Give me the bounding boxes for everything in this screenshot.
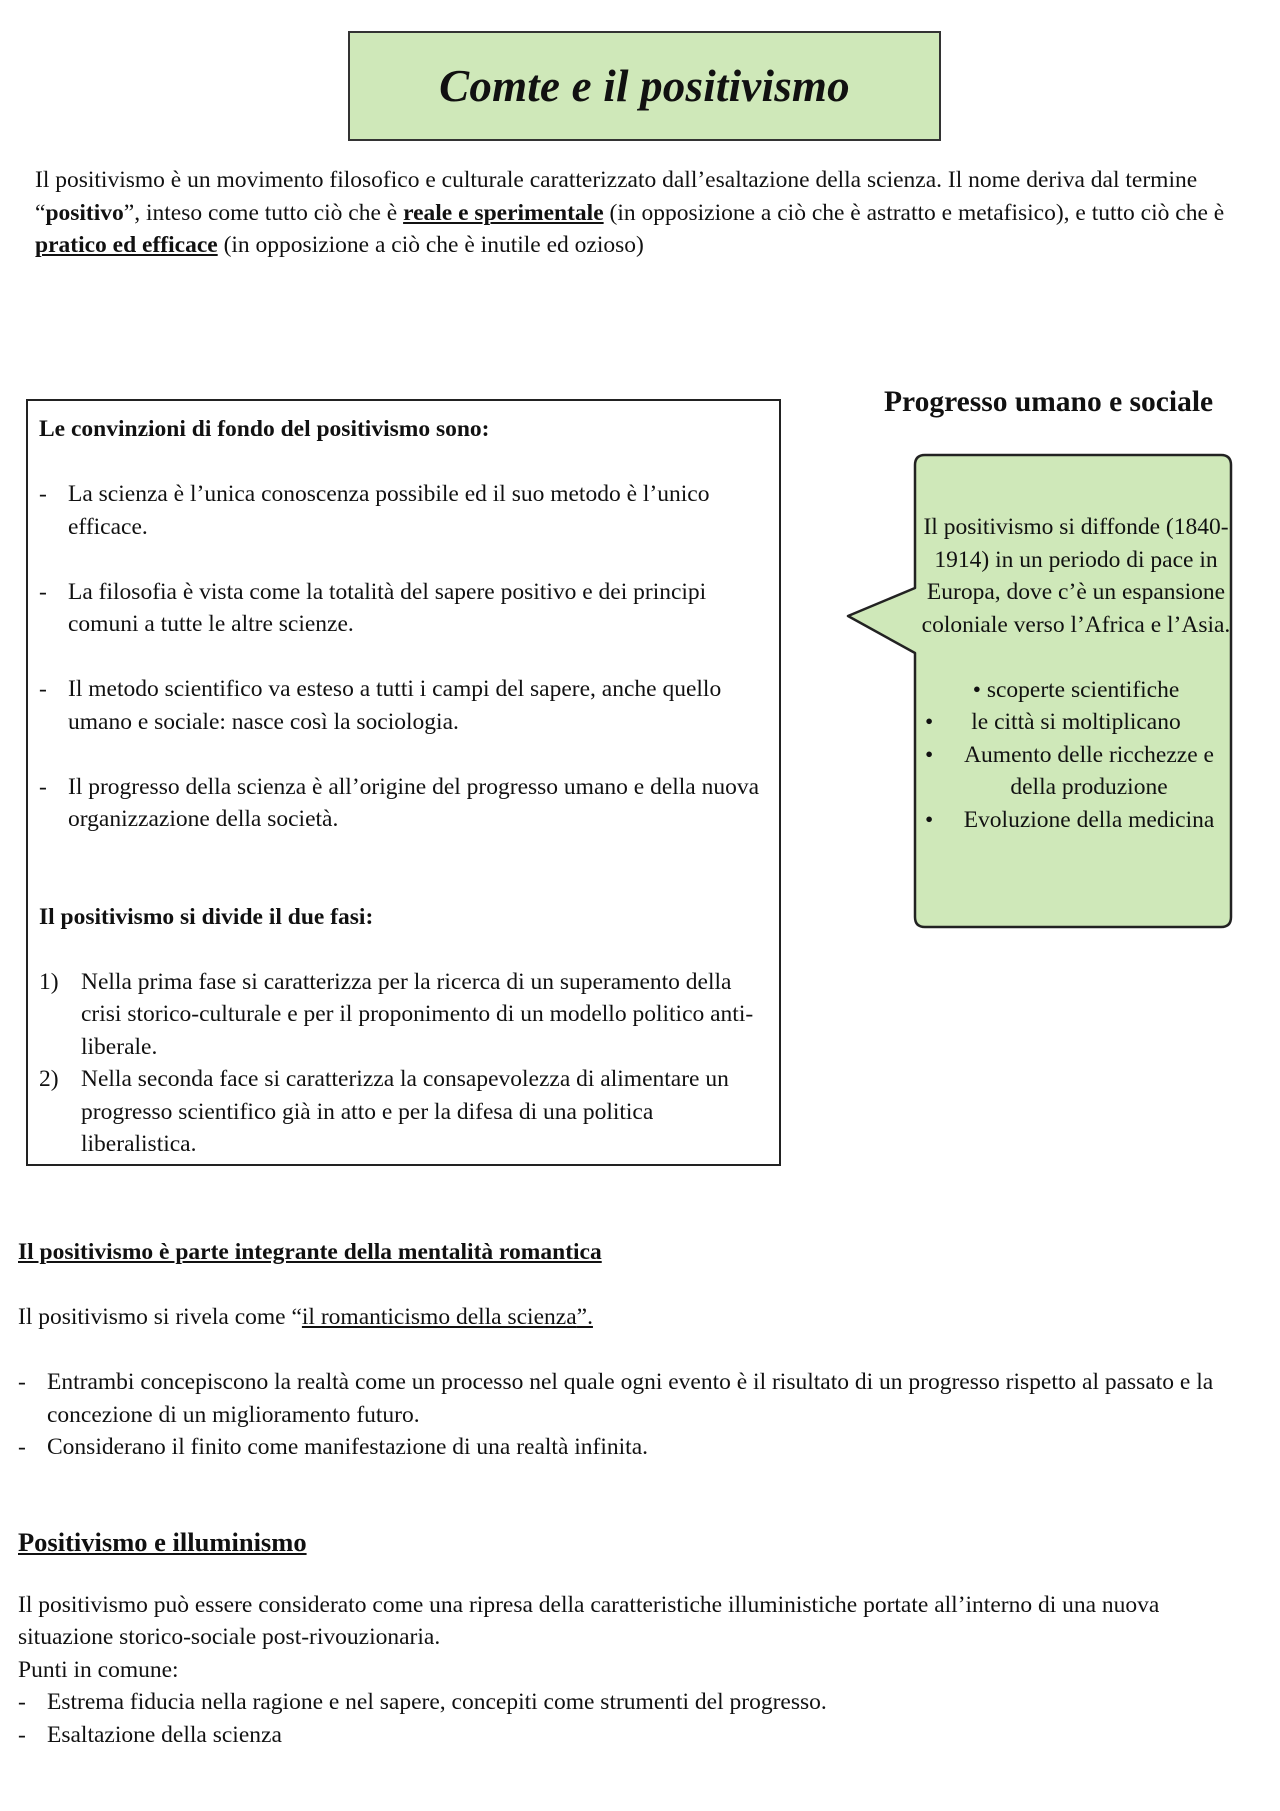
list-item (18, 1719, 1253, 1752)
speech-bubble (840, 451, 1240, 931)
bubble-text (917, 511, 1235, 836)
bullet-marker: • (925, 709, 934, 735)
bullet-marker: • (925, 741, 934, 768)
list-item-text: Esaltazione della scienza (47, 1721, 282, 1748)
number-marker: 1) (39, 968, 59, 995)
convinzioni-heading: Le convinzioni di fondo del positivismo sono: (39, 416, 490, 442)
list-item-text: Nella seconda face si caratterizza la consapevolezza di alimentare un progresso scientifico già in atto e per la difesa di una politica liberalistica. (81, 1066, 729, 1157)
list-item (18, 1686, 1253, 1719)
list-item (18, 1366, 1253, 1431)
intro-positivo: positivo (45, 199, 124, 226)
bullet-marker: • (925, 806, 934, 833)
illuminismo-paragraph: Il positivismo può essere considerato come una ripresa della caratteristiche illuministiche portate all’interno di una nuova situazione storico-sociale post-rivouzionaria. (18, 1591, 1160, 1650)
romantica-line-end: ”. (576, 1304, 593, 1330)
list-item (39, 1063, 769, 1161)
romantica-line-text: Il positivismo si rivela come “ (18, 1304, 302, 1330)
bubble-list-item (917, 739, 1235, 804)
list-item (39, 576, 769, 641)
list-item (39, 673, 769, 738)
dash-marker: - (39, 481, 47, 507)
convinzioni-box (26, 399, 781, 1166)
bubble-list (917, 674, 1235, 837)
punti-label: Punti in comune: (18, 1656, 179, 1683)
intro-text-1: Il positivismo è un movimento filosofico e culturale caratterizzato dall’esaltazione della scienza. Il nome deriva dal termine “ (35, 167, 1198, 226)
bubble-list-text: Evoluzione della medicina (963, 806, 1215, 833)
dash-marker: - (18, 1434, 26, 1460)
bubble-list-item (917, 674, 1235, 707)
intro-reale: reale e sperimentale (403, 199, 604, 226)
bubble-list-item (917, 804, 1235, 837)
fasi-heading: Il positivismo si divide il due fasi: (39, 903, 374, 930)
dash-marker: - (18, 1721, 26, 1748)
bubble-paragraph: Il positivismo si diffonde (1840-1914) in un periodo di pace in Europa, dove c’è un espansione coloniale verso l’Africa e l’Asia. (921, 514, 1231, 638)
list-item-text: Entrambi concepiscono la realtà come un processo nel quale ogni evento è il risultato di un progresso rispetto al passato e la concezione di un miglioramento futuro. (47, 1369, 1214, 1428)
bubble-list-item (917, 706, 1235, 739)
list-item (18, 1431, 1253, 1464)
list-item-text: Considerano il finito come manifestazione di una realtà infinita. (47, 1434, 649, 1460)
illuminismo-section (18, 1526, 1253, 1751)
intro-text-3: (in opposizione a ciò che è astratto e metafisico), e tutto ciò che è (603, 199, 1225, 226)
list-item-text: La filosofia è vista come la totalità del sapere positivo e dei principi comuni a tutte le altre scienze. (68, 578, 707, 637)
list-item-text: Estrema fiducia nella ragione e nel sapere, concepiti come strumenti del progresso. (47, 1689, 827, 1715)
illuminismo-heading: Positivismo e illuminismo (18, 1527, 307, 1557)
list-item-text: La scienza è l’unica conoscenza possibile ed il suo metodo è l’unico efficace. (68, 481, 710, 540)
intro-text-4: (in opposizione a ciò che è inutile ed ozioso) (217, 232, 644, 258)
list-item (39, 966, 769, 1064)
bubble-list-text: le città si moltiplicano (971, 709, 1181, 735)
intro-pratico: pratico ed efficace (35, 232, 218, 258)
page-title: Comte e il positivismo (439, 61, 850, 111)
dash-marker: - (39, 578, 47, 605)
dash-marker: - (39, 773, 47, 800)
list-item (39, 771, 769, 836)
dash-marker: - (39, 676, 47, 702)
dash-marker: - (18, 1689, 26, 1715)
intro-paragraph (35, 164, 1250, 262)
list-item-text: Nella prima fase si caratterizza per la ricerca di un superamento della crisi storico-culturale e per il proponimento di un modello politico anti-liberale. (81, 968, 754, 1060)
number-marker: 2) (39, 1066, 59, 1092)
dash-marker: - (18, 1369, 26, 1395)
title-box (348, 31, 941, 141)
intro-text-2: ”, inteso come tutto ciò che è (123, 199, 404, 226)
list-item-text: Il metodo scientifico va esteso a tutti i campi del sapere, anche quello umano e sociale: nasce così la sociologia. (68, 676, 722, 735)
list-item-text: Il progresso della scienza è all’origine del progresso umano e della nuova organizzazione della società. (68, 773, 760, 832)
romantica-line-underlined: il romanticismo della scienza (301, 1304, 577, 1330)
bubble-list-text: Aumento delle ricchezze e della produzione (964, 741, 1214, 800)
romantica-section (18, 1236, 1253, 1464)
bullet-marker: • (972, 676, 981, 703)
bubble-list-text: scoperte scientifiche (986, 676, 1180, 703)
side-title: Progresso umano e sociale (884, 386, 1214, 418)
romantica-heading: Il positivismo è parte integrante della mentalità romantica (18, 1239, 602, 1265)
romantica-line (18, 1301, 1253, 1334)
list-item (39, 478, 769, 543)
